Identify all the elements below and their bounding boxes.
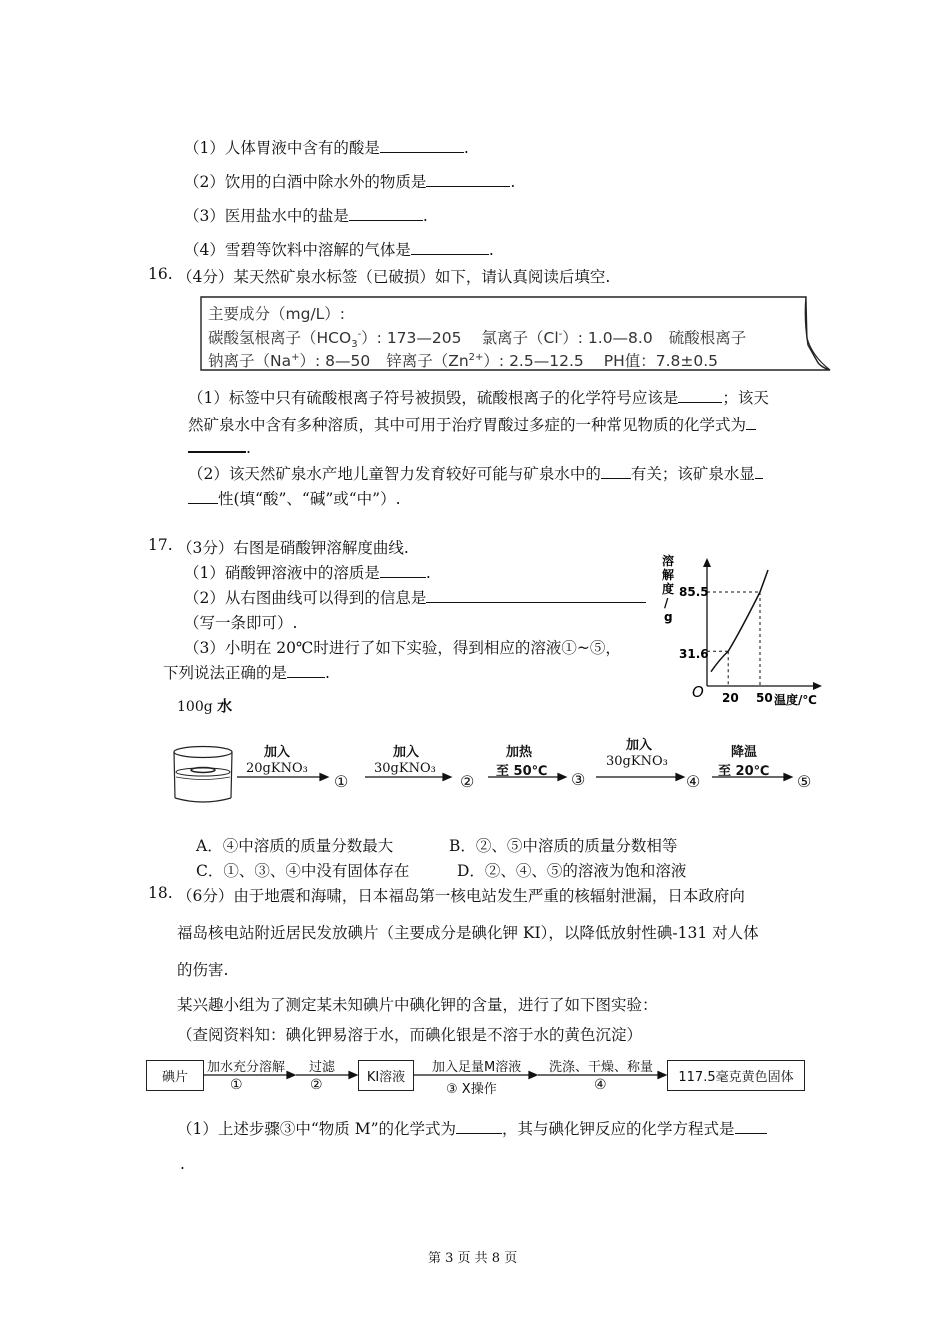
x-tick-20: 20 (722, 691, 739, 705)
origin-label: O (692, 683, 704, 701)
q16-number: 16. (148, 265, 173, 283)
q18-line-3: 的伤害. (177, 961, 229, 979)
flow-step-1-top: 加入 (264, 745, 291, 760)
solution-4: ④ (686, 772, 701, 791)
flow-step-2-number: ② (310, 1077, 323, 1093)
label-line-3: 钠离子（Na+）: 8—50 锌离子$(Zn^{2+})$: 2.5—12.5 PH值：7.8±0.5 (208, 351, 719, 370)
q16-stem: （4分）某天然矿泉水标签（已破损）如下，请认真阅读后填空. (177, 268, 611, 286)
q16-part1-line1: （1）标签中只有硫酸根离子符号被损毁，硫酸根离子的化学符号应该是 ；该天 (188, 389, 769, 407)
q17-part2-cont: （写一条即可）. (184, 614, 298, 632)
flow-step-1-number: ① (230, 1077, 243, 1093)
q17-stem: （3分）右图是硝酸钾溶解度曲线. (177, 539, 409, 557)
flow-step-3-bottom: 至 50℃ (496, 764, 548, 779)
flow-step-add-m: 加入足量M溶液 (432, 1060, 522, 1075)
q18-line-5: （查阅资料知：碘化钾易溶于水，而碘化银是不溶于水的黄色沉淀） (177, 1026, 643, 1044)
answer-blank[interactable] (735, 1119, 767, 1134)
flow-box-ki-solution: KI溶液 (358, 1060, 414, 1091)
flow-box-iodine-tablet: 碘片 (146, 1060, 204, 1091)
label-line-2: 碳酸氢根离子$(HCO_3^-)$: 173—205 氯离子（Cl-）: 1.0—8.0 硫酸根离子 (208, 328, 747, 351)
q16-part1-line3: . (188, 437, 251, 457)
option-d[interactable]: D．②、④、⑤的溶液为饱和溶液 (457, 862, 687, 880)
q18-line-2: 福岛核电站附近居民发放碘片（主要成分是碘化钾 KI），以降低放射性碘-131 对人体 (177, 924, 759, 942)
q15-item-3: （3）医用盐水中的盐是 . (184, 207, 428, 225)
x-axis-label: 温度/℃ (774, 693, 817, 707)
flow-step-3-x-operation: ③ X操作 (446, 1082, 497, 1097)
water-label: 100g 水 (177, 697, 233, 715)
flow-step-1-bottom: 20gKNO₃ (246, 761, 308, 776)
solution-2: ② (460, 772, 475, 791)
q16-part2-line1: （2）该天然矿泉水产地儿童智力发育较好可能与矿泉水中的 有关；该矿泉水显 (188, 462, 763, 484)
flow-step-dissolve: 加水充分溶解 (207, 1060, 286, 1075)
page-footer: 第 3 页 共 8 页 (428, 1251, 518, 1266)
q18-number: 18. (148, 884, 173, 902)
q16-part2-line2: 性(填“酸”、“碱”或“中”）. (188, 487, 401, 509)
q15-item-2: （2）饮用的白酒中除水外的物质是 . (184, 173, 516, 191)
flow-step-4-number: ④ (594, 1077, 607, 1093)
q16-part1-line2: 然矿泉水中含有多种溶质，其中可用于治疗胃酸过多症的一种常见物质的化学式为 (188, 413, 756, 435)
q15-item-4: （4）雪碧等饮料中溶解的气体是 . (184, 241, 494, 259)
option-c[interactable]: C．①、③、④中没有固体存在 (196, 862, 410, 880)
solution-5: ⑤ (797, 772, 812, 791)
solution-3: ③ (571, 770, 586, 789)
flow-step-5-top: 降温 (731, 745, 758, 760)
flow-step-4-bottom: 30gKNO₃ (606, 754, 668, 769)
q18-part1-end: . (180, 1155, 185, 1173)
flow-step-wash-dry-weigh: 洗涤、干燥、称量 (549, 1060, 654, 1075)
q17-part3-cont: 下列说法正确的是 . (163, 664, 330, 682)
flow-step-5-bottom: 至 20℃ (718, 764, 770, 779)
flow-step-filter: 过滤 (309, 1060, 336, 1075)
flow-step-4-top: 加入 (626, 738, 653, 753)
y-axis-label: 溶解度/ g (662, 554, 675, 624)
option-a[interactable]: A．④中溶质的质量分数最大 (196, 837, 394, 855)
answer-blank[interactable] (456, 1119, 502, 1134)
solution-1: ① (334, 772, 349, 791)
y-tick-31.6: 31.6 (679, 647, 709, 661)
flow-step-2-bottom: 30gKNO₃ (374, 761, 436, 776)
q18-line-4: 某兴趣小组为了测定某未知碘片中碘化钾的含量，进行了如下图实验： (177, 996, 658, 1014)
q17-part1: （1）硝酸钾溶液中的溶质是 . (184, 564, 431, 582)
y-tick-85.5: 85.5 (679, 585, 709, 599)
q17-number: 17. (148, 536, 173, 554)
flow-step-3-top: 加热 (506, 745, 533, 760)
flow-step-2-top: 加入 (393, 745, 420, 760)
flow-box-yellow-solid: 117.5毫克黄色固体 (667, 1060, 805, 1091)
q15-item-1: （1）人体胃液中含有的酸是 . (184, 139, 469, 157)
q18-line-1: （6分）由于地震和海啸，日本福岛第一核电站发生严重的核辐射泄漏，日本政府向 (177, 887, 745, 905)
option-b[interactable]: B．②、⑤中溶质的质量分数相等 (449, 837, 678, 855)
q17-part3: （3）小明在 20℃时进行了如下实验，得到相应的溶液①~⑤， (184, 639, 621, 657)
q18-part1: （1）上述步骤③中“物质 M”的化学式为 ，其与碘化钾反应的化学方程式是 (177, 1117, 767, 1139)
q17-part2: （2）从右图曲线可以得到的信息是 (184, 586, 646, 608)
x-tick-50: 50 (756, 691, 773, 705)
label-line-1: 主要成分（mg/L）: (208, 305, 346, 323)
